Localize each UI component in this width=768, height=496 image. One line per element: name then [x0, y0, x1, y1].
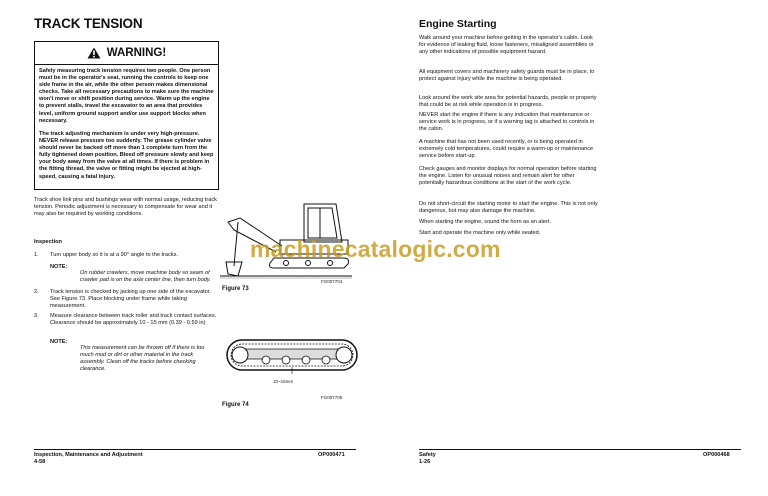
step-number: 2.	[34, 289, 39, 295]
step-number: 1.	[34, 252, 39, 258]
note-text: This measurement can be thrown off if there is too much mud or dirt or other material in the track assembly. Clean off the tracks before checking clearance.	[80, 344, 205, 372]
intro-paragraph: Track shoe link pins and bushings wear with normal usage, reducing track tension. Periodic adjustment is necessary to compensate for wear and it may also be required by working conditions.	[34, 197, 217, 218]
footer-code: OP000471	[318, 452, 345, 458]
step-text: Track tension is checked by jacking up one side of the excavator. See Figure 73. Place blocking under frame while taking measurement.	[50, 289, 211, 310]
warning-label: WARNING!	[106, 47, 167, 59]
clearance-dimension: 10~15mm	[273, 379, 294, 384]
section-title: Engine Starting	[419, 18, 497, 30]
body-paragraph: Look around the work site area for potential hazards, people or property that could be at risk while operation is in progress.	[419, 95, 597, 109]
body-paragraph: All equipment covers and machinery safety guards must be in place, to protect against injury while the machine is being operated.	[419, 69, 595, 83]
body-paragraph: Walk around your machine before getting in the operator's cabin. Look for evidence of leaking fluid, loose fasteners, misaligned assemblies or any other indications of possible equipment hazard.	[419, 35, 594, 56]
footer-code: OP000468	[703, 452, 730, 458]
watermark-text: machinecatalogic.com	[250, 236, 501, 262]
footer-page-number: 1-26	[419, 459, 431, 465]
figure-label: Figure 74	[222, 402, 249, 408]
body-paragraph: Start and operate the machine only while seated.	[419, 230, 541, 236]
page-title: TRACK TENSION	[34, 16, 143, 31]
step-number: 3.	[34, 313, 39, 319]
body-paragraph: A machine that has not been used recently, or is being operated in extremely cold temperatures, could require a warm-up or maintenance service before start-up.	[419, 139, 594, 160]
inspection-heading: Inspection	[34, 239, 62, 245]
footer-page-number: 4-58	[34, 459, 46, 465]
track-assembly-figure	[226, 338, 358, 374]
body-paragraph: Check gauges and monitor displays for normal operation before starting the engine. Listen for unusual noises and remain alert for other potentially hazardous conditions at the start of the work cycle.	[419, 166, 597, 187]
body-paragraph: Do not short-circuit the starting motor to start the engine. This is not only dangerous, but may also damage the machine.	[419, 201, 598, 215]
body-paragraph: NEVER start the engine if there is any indication that maintenance or service work is in progress, or if a warning tag is attached to controls in the cabin.	[419, 112, 595, 133]
warning-triangle-icon	[87, 47, 101, 59]
footer-section: Safety	[419, 452, 436, 458]
body-paragraph: When starting the engine, sound the horn as an alert.	[419, 219, 551, 225]
step-text: Turn upper body so it is at a 90° angle to the tracks.	[50, 252, 178, 258]
figure-code: FG007705	[321, 395, 343, 400]
footer-section: Inspection, Maintenance and Adjustment	[34, 452, 143, 458]
warning-box	[34, 41, 219, 190]
figure-code: FG007704	[321, 279, 343, 284]
figure-label: Figure 73	[222, 286, 249, 292]
step-text: Measure clearance between track roller and track contact surfaces. Clearance should be approximately 10 - 15 mm (0.39 - 0.59 in)	[50, 313, 217, 327]
note-label: NOTE:	[50, 339, 68, 345]
footer-rule	[34, 449, 356, 450]
footer-rule	[419, 449, 741, 450]
warning-paragraph-2: The track adjusting mechanism is under very high-pressure. NEVER release pressure too suddenly. The grease cylinder valve should never be backed off more than 1 complete turn from the fully tightened down position. Bleed off pressure slowly and keep your body away from the valve at all times. If there is problem in the fitting thread, the valve or fitting might be ejected at high-speed, causing a fatal injury.	[39, 131, 214, 180]
warning-paragraph-1: Safely measuring track tension requires two people. One person must be in the operator's seat, running the controls to keep one side frame in the air, while the other person makes dimensional checks. Take all necessary precautions to make sure the machine won't move or shift position during service. Warm up the engine to prevent stalls, travel the excavator to an area that provides level, uniform ground support and/or use support blocks when necessary.	[39, 68, 214, 124]
note-label: NOTE:	[50, 264, 68, 270]
warning-header	[35, 42, 218, 65]
note-text: On rubber crawlers, move machine body so seam of crawler pad is on the axle center line, then turn body.	[80, 269, 211, 283]
